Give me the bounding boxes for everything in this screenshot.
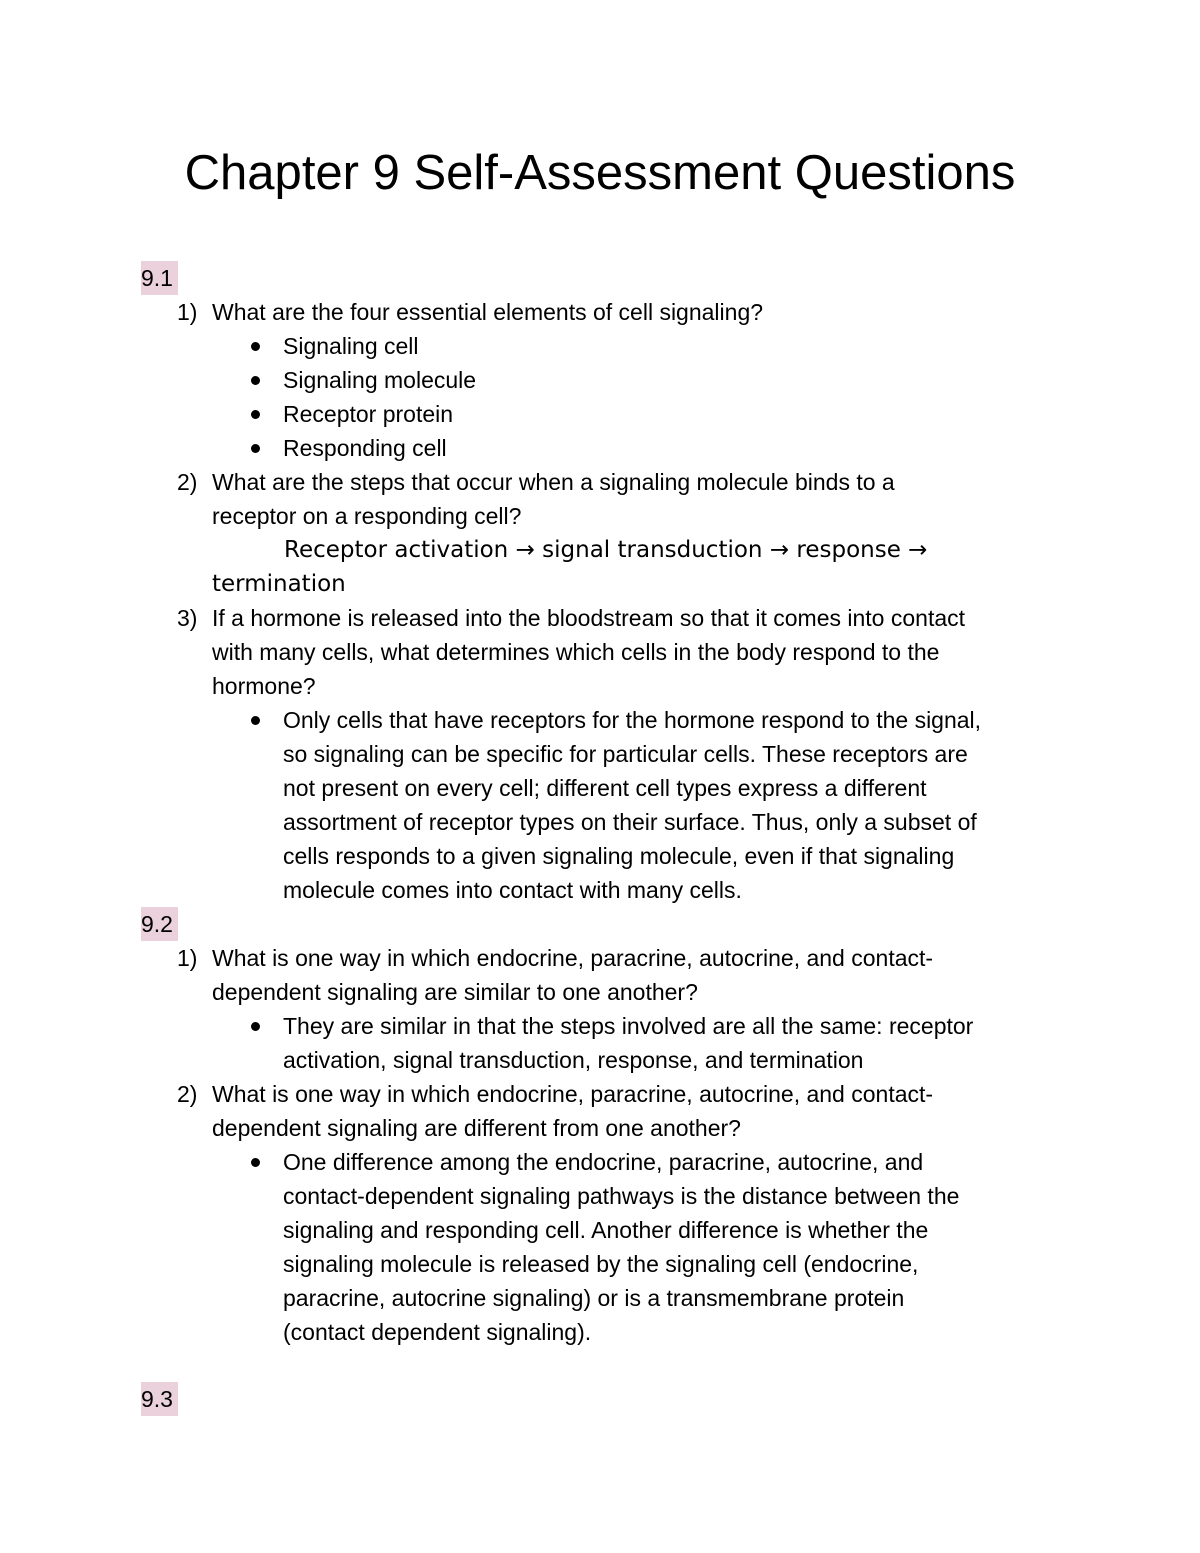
question-text: dependent signaling are similar to one another? <box>212 979 698 1005</box>
answer-text: (contact dependent signaling). <box>283 1319 592 1345</box>
question-number: 1) <box>177 945 198 971</box>
question-text: hormone? <box>212 673 316 699</box>
section-heading: 9.1 <box>141 261 178 295</box>
answer-text: cells responds to a given signaling molecule, even if that signaling <box>283 843 955 869</box>
section-heading: 9.2 <box>141 907 178 941</box>
bullet-icon <box>251 1022 260 1031</box>
answer-line <box>141 1213 1071 1247</box>
answer-bullet <box>141 397 1071 431</box>
question-line <box>141 1111 1071 1145</box>
answer-line <box>141 873 1071 907</box>
answer-bullet <box>141 431 1071 465</box>
question-line <box>141 975 1071 1009</box>
bullet-icon <box>251 1158 260 1167</box>
answer-text: signaling molecule is released by the signaling cell (endocrine, <box>283 1251 919 1277</box>
question-line <box>141 465 1071 499</box>
answer-line <box>141 1281 1071 1315</box>
answer-text: so signaling can be specific for particular cells. These receptors are <box>283 741 968 767</box>
answer-text: One difference among the endocrine, paracrine, autocrine, and <box>283 1149 924 1175</box>
question-line <box>141 1077 1071 1111</box>
document-body <box>141 261 1071 1416</box>
answer-text: Signaling molecule <box>283 367 477 393</box>
answer-line <box>141 771 1071 805</box>
answer-text: Receptor activation → signal transduction → response → <box>284 537 928 563</box>
question-number: 2) <box>177 469 198 495</box>
bullet-icon <box>251 376 260 385</box>
answer-line <box>141 1179 1071 1213</box>
question-text: What are the steps that occur when a signaling molecule binds to a <box>212 469 895 495</box>
answer-bullet <box>141 329 1071 363</box>
answer-bullet <box>141 1009 1071 1043</box>
answer-formula <box>141 533 1071 567</box>
bullet-icon <box>251 716 260 725</box>
answer-text: Responding cell <box>283 435 447 461</box>
answer-text: activation, signal transduction, response, and termination <box>283 1047 864 1073</box>
document-title: Chapter 9 Self-Assessment Questions <box>184 146 1016 200</box>
question-number: 1) <box>177 299 198 325</box>
answer-text: assortment of receptor types on their surface. Thus, only a subset of <box>283 809 977 835</box>
bullet-icon <box>251 342 260 351</box>
answer-text: signaling and responding cell. Another difference is whether the <box>283 1217 929 1243</box>
answer-line <box>141 839 1071 873</box>
question-text: What is one way in which endocrine, paracrine, autocrine, and contact- <box>212 1081 934 1107</box>
answer-bullet <box>141 703 1071 737</box>
answer-bullet <box>141 1145 1071 1179</box>
answer-line <box>141 737 1071 771</box>
answer-line <box>141 805 1071 839</box>
section-heading: 9.3 <box>141 1382 178 1416</box>
answer-text: Receptor protein <box>283 401 454 427</box>
question-line <box>141 669 1071 703</box>
question-line <box>141 295 1071 329</box>
answer-line <box>141 1043 1071 1077</box>
answer-line <box>141 1247 1071 1281</box>
answer-formula <box>141 567 1071 601</box>
answer-text: molecule comes into contact with many cells. <box>283 877 742 903</box>
answer-line <box>141 1315 1071 1349</box>
answer-text: not present on every cell; different cell types express a different <box>283 775 927 801</box>
answer-text: contact-dependent signaling pathways is the distance between the <box>283 1183 960 1209</box>
answer-text: termination <box>212 571 346 597</box>
question-text: receptor on a responding cell? <box>212 503 522 529</box>
question-number: 3) <box>177 605 198 631</box>
spacer <box>141 1349 1071 1382</box>
answer-bullet <box>141 363 1071 397</box>
bullet-icon <box>251 444 260 453</box>
question-text: What are the four essential elements of cell signaling? <box>212 299 764 325</box>
answer-text: Only cells that have receptors for the hormone respond to the signal, <box>283 707 982 733</box>
question-number: 2) <box>177 1081 198 1107</box>
question-text: dependent signaling are different from one another? <box>212 1115 741 1141</box>
question-line <box>141 601 1071 635</box>
bullet-icon <box>251 410 260 419</box>
question-text: with many cells, what determines which cells in the body respond to the <box>212 639 940 665</box>
answer-text: Signaling cell <box>283 333 419 359</box>
question-text: What is one way in which endocrine, paracrine, autocrine, and contact- <box>212 945 934 971</box>
question-line <box>141 635 1071 669</box>
question-text: If a hormone is released into the bloodstream so that it comes into contact <box>212 605 966 631</box>
question-line <box>141 941 1071 975</box>
section-heading-row <box>141 261 1071 295</box>
question-line <box>141 499 1071 533</box>
answer-text: paracrine, autocrine signaling) or is a transmembrane protein <box>283 1285 905 1311</box>
section-heading-row <box>141 1382 1071 1416</box>
section-heading-row <box>141 907 1071 941</box>
answer-text: They are similar in that the steps involved are all the same: receptor <box>283 1013 974 1039</box>
